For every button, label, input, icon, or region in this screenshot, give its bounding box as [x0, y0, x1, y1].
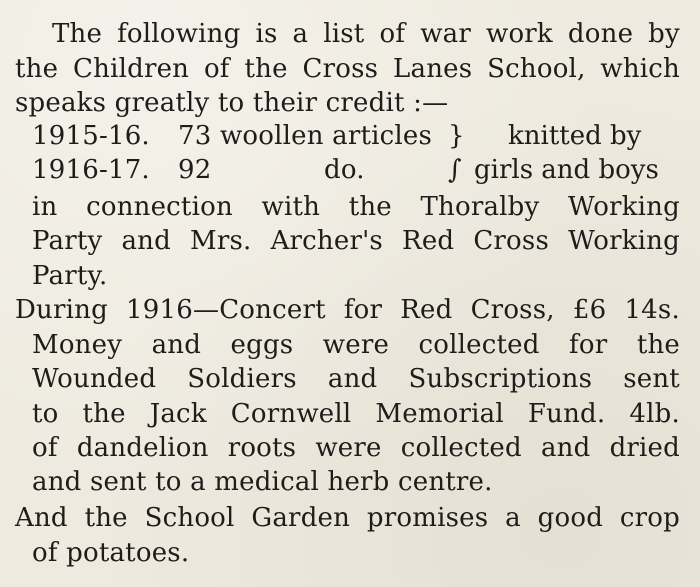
word: of — [203, 54, 230, 84]
word: a — [505, 503, 521, 533]
word: crop — [619, 503, 680, 533]
word: the — [84, 503, 128, 533]
word: Red — [400, 295, 453, 325]
word: work — [486, 19, 553, 49]
word: eggs — [230, 330, 294, 360]
word: School — [144, 503, 235, 533]
word: Soldiers — [187, 364, 297, 394]
word: Memorial — [375, 399, 504, 429]
word: Garden — [251, 503, 351, 533]
text-line-8: Party. — [32, 261, 108, 291]
word: Party — [32, 226, 103, 256]
word: with — [261, 192, 321, 222]
word: Red — [402, 226, 455, 256]
word: and — [151, 330, 202, 360]
word: Wounded — [32, 364, 157, 394]
word: to — [32, 399, 59, 429]
word: promises — [366, 503, 489, 533]
word: and — [540, 433, 591, 463]
word: for — [569, 330, 608, 360]
girls-and-boys-text: girls and boys — [474, 155, 659, 185]
year-1916-17: 1916-17. — [32, 155, 150, 185]
word: £6 — [572, 295, 607, 325]
knitting-row-1915 — [32, 121, 432, 151]
word: The — [52, 19, 103, 49]
text-line-3: speaks greatly to their credit :— — [15, 88, 449, 118]
word: Archer's — [270, 226, 383, 256]
woollen-articles-count: 73 woollen articles — [178, 121, 433, 151]
word: roots — [227, 433, 297, 463]
word: Working — [568, 192, 680, 222]
word: During — [15, 295, 108, 325]
word: is — [255, 19, 278, 49]
word: the — [348, 192, 392, 222]
word: Jack — [149, 399, 207, 429]
word: by — [648, 19, 680, 49]
word: the — [244, 54, 288, 84]
word: and — [121, 226, 171, 256]
word: Money — [32, 330, 123, 360]
text-line-2 — [15, 54, 680, 84]
word: Children — [73, 54, 190, 84]
word: sent — [623, 364, 680, 394]
word: the — [15, 54, 59, 84]
text-line-7 — [32, 226, 680, 256]
word: Cornwell — [230, 399, 352, 429]
word: Thoralby — [420, 192, 540, 222]
word: Mrs. — [190, 226, 252, 256]
text-line-10 — [32, 330, 680, 360]
knitting-row-1916 — [32, 155, 365, 185]
brace-top: } — [448, 121, 465, 151]
word: for — [343, 295, 383, 325]
word: 14s. — [624, 295, 680, 325]
text-line-14: and sent to a medical herb centre. — [32, 467, 493, 497]
text-line-13 — [32, 433, 680, 463]
word: were — [322, 330, 390, 360]
text-line-11 — [32, 364, 680, 394]
word: the — [636, 330, 680, 360]
word: Cross — [302, 54, 379, 84]
word: Fund. — [527, 399, 606, 429]
word: in — [32, 192, 58, 222]
word: collected — [418, 330, 540, 360]
word: Subscriptions — [408, 364, 593, 394]
word: of — [379, 19, 406, 49]
word: 1916—Concert — [126, 295, 326, 325]
text-line-12 — [32, 399, 680, 429]
word: 4lb. — [629, 399, 680, 429]
text-line-1 — [52, 19, 680, 49]
word: Working — [568, 226, 680, 256]
text-line-6 — [32, 192, 680, 222]
word: the — [82, 399, 126, 429]
word: School, — [487, 54, 586, 84]
word: connection — [86, 192, 233, 222]
count-92: 92 — [178, 155, 212, 185]
ditto-mark: do. — [324, 155, 365, 185]
year-1915-16: 1915-16. — [32, 121, 150, 151]
word: Cross — [473, 226, 549, 256]
word: following — [117, 19, 241, 49]
word: dandelion — [76, 433, 209, 463]
word: dried — [609, 433, 680, 463]
knitted-by-text: knitted by — [508, 121, 642, 151]
text-line-16: of potatoes. — [32, 538, 190, 568]
word: good — [537, 503, 604, 533]
word: Lanes — [393, 54, 473, 84]
brace-bottom: ∫ — [448, 155, 462, 185]
word: of — [32, 433, 58, 463]
word: war — [420, 19, 471, 49]
word: And — [15, 503, 68, 533]
word: done — [567, 19, 634, 49]
text-line-9 — [15, 295, 680, 325]
word: were — [315, 433, 382, 463]
word: collected — [400, 433, 522, 463]
word: which — [600, 54, 680, 84]
word: Cross, — [470, 295, 555, 325]
word: a — [292, 19, 309, 49]
word: list — [323, 19, 365, 49]
word: and — [327, 364, 378, 394]
text-line-15 — [15, 503, 680, 533]
